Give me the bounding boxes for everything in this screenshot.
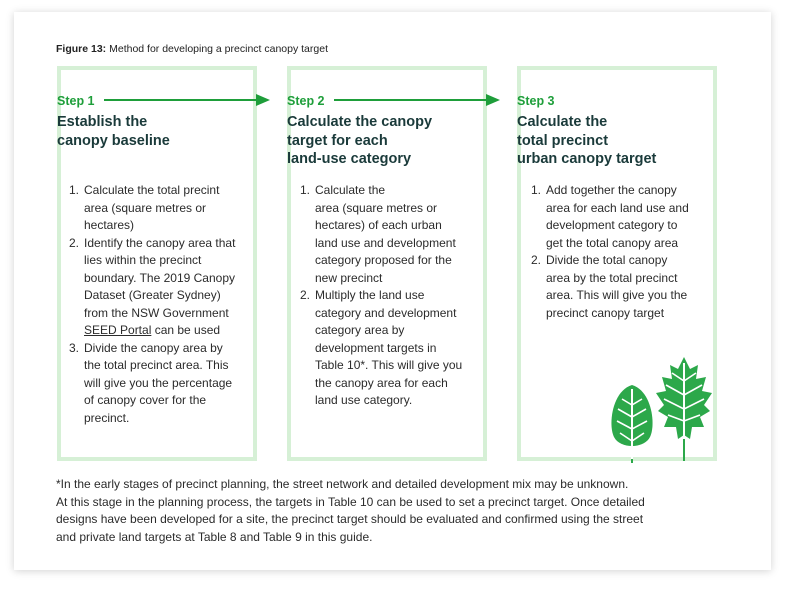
list-item: 1. Calculate the area (square metres or hectares) of each urban land use and development category proposed for the new precinct — [300, 183, 456, 285]
step-2-title: Calculate the canopy target for each land-use category — [287, 114, 433, 167]
step-3-title: Calculate the total precinct urban canopy target — [517, 114, 657, 167]
step-1-title: Establish the canopy baseline — [57, 114, 170, 149]
footnote: *In the early stages of precinct planning, the street network and detailed development mix may be unknown. At this stage in the planning process, the targets in Table 10 can be used to set a precinct target. Once detailed designs have been developed for a site, the precinct target should be evaluated and confirmed using the street and private land targets at Table 8 and Table 9 in this guide. — [56, 477, 645, 544]
leaf-icon — [611, 385, 652, 463]
step-1-label: Step 1 — [57, 94, 95, 108]
step-1-list — [69, 182, 259, 427]
step-2-label: Step 2 — [287, 94, 325, 108]
list-item: 2. Divide the total canopy area by the total precinct area. This will give you the precinct canopy target — [531, 253, 688, 320]
seed-portal-link[interactable]: SEED Portal — [84, 323, 152, 337]
step-3-label: Step 3 — [517, 94, 555, 108]
step-2-list — [300, 182, 490, 410]
leaves-illustration — [606, 355, 714, 463]
list-item: 2. Multiply the land use category and development category area by development targets in Table 10*. This will give you the canopy area for each land use category. — [300, 288, 463, 407]
figure-title: Method for developing a precinct canopy target — [109, 43, 328, 55]
list-item: 2. Identify the canopy area that lies within the precinct boundary. The 2019 Canopy Dataset (Greater Sydney) from the NSW Government SEED Portal can be used — [69, 235, 236, 337]
arrow-right-icon — [334, 92, 500, 108]
maple-leaf-icon — [656, 357, 712, 461]
list-item: 1. Add together the canopy area for each land use and development category to get the total canopy area — [531, 183, 689, 250]
step-3-list — [531, 182, 721, 322]
figure-label: Figure 13: — [56, 43, 107, 55]
figure-caption — [56, 43, 328, 55]
list-item: 3. Divide the canopy area by the total precinct area. This will give you the percentage of canopy cover for the precinct. — [69, 340, 233, 425]
arrow-right-icon — [104, 92, 270, 108]
list-item: 1. Calculate the total precint area (square metres or hectares) — [69, 183, 220, 232]
